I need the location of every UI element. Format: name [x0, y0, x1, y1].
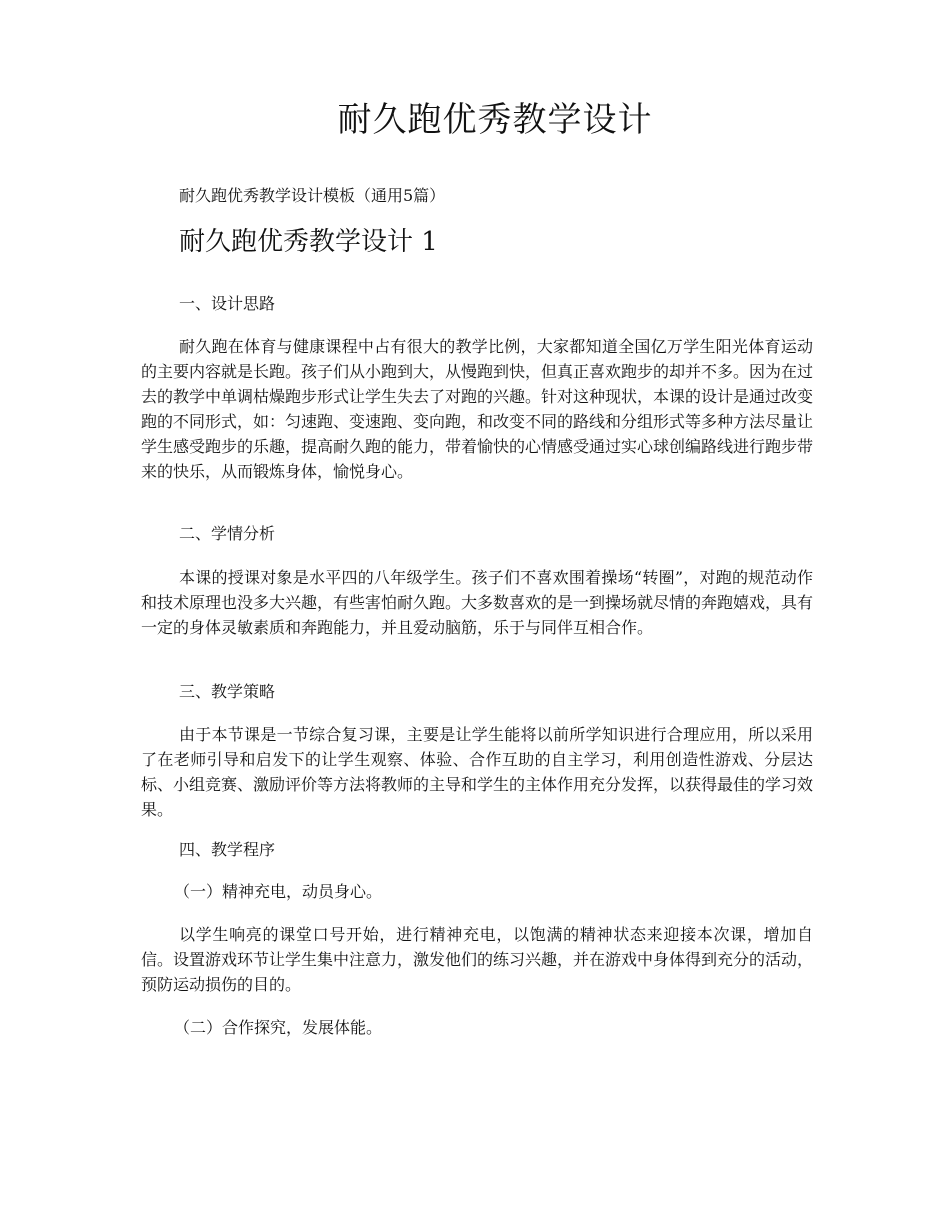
section-heading-design-idea: 一、设计思路 — [179, 294, 276, 313]
document-subtitle: 耐久跑优秀教学设计模板（通用5篇） — [179, 186, 446, 205]
step-heading-1: （一）精神充电，动员身心。 — [174, 882, 383, 901]
paragraph-step-1: 以学生响亮的课堂口号开始，进行精神充电，以饱满的精神状态来迎接本次课，增加自信。设置游戏环节让学生集中注意力，激发他们的练习兴趣，并在游戏中身体得到充分的活动，预防运动损伤的目的。 — [141, 925, 814, 994]
document-title: 耐久跑优秀教学设计 — [337, 100, 653, 140]
article-heading: 耐久跑优秀教学设计 1 — [179, 227, 438, 257]
section-heading-teaching-strategy: 三、教学策略 — [179, 682, 276, 701]
step-heading-2: （二）合作探究，发展体能。 — [174, 1018, 383, 1037]
paragraph-design-idea: 耐久跑在体育与健康课程中占有很大的教学比例，大家都知道全国亿万学生阳光体育运动的主要内容就是长跑。孩子们从小跑到大，从慢跑到快，但真正喜欢跑步的却并不多。因为在过去的教学中单调枯燥跑步形式让学生失去了对跑的兴趣。针对这种现状，本课的设计是通过改变跑的不同形式，如：匀速跑、变速跑、变向跑，和改变不同的路线和分组形式等多种方法尽量让学生感受跑步的乐趣，提高耐久跑的能力，带着愉快的心情感受通过实心球创编路线进行跑步带来的快乐，从而锻炼身体，愉悦身心。 — [141, 337, 814, 481]
section-heading-learner-analysis: 二、学情分析 — [179, 524, 276, 543]
section-heading-teaching-procedure: 四、教学程序 — [179, 840, 276, 859]
paragraph-learner-analysis: 本课的授课对象是水平四的八年级学生。孩子们不喜欢围着操场“转圈”，对跑的规范动作和技术原理也没多大兴趣，有些害怕耐久跑。大多数喜欢的是一到操场就尽情的奔跑嬉戏，具有一定的身体灵敏素质和奔跑能力，并且爱动脑筋，乐于与同伴互相合作。 — [141, 568, 814, 637]
paragraph-teaching-strategy: 由于本节课是一节综合复习课，主要是让学生能将以前所学知识进行合理应用，所以采用了在老师引导和启发下的让学生观察、体验、合作互助的自主学习，利用创造性游戏、分层达标、小组竞赛、激励评价等方法将教师的主导和学生的主体作用充分发挥，以获得最佳的学习效果。 — [141, 725, 814, 819]
